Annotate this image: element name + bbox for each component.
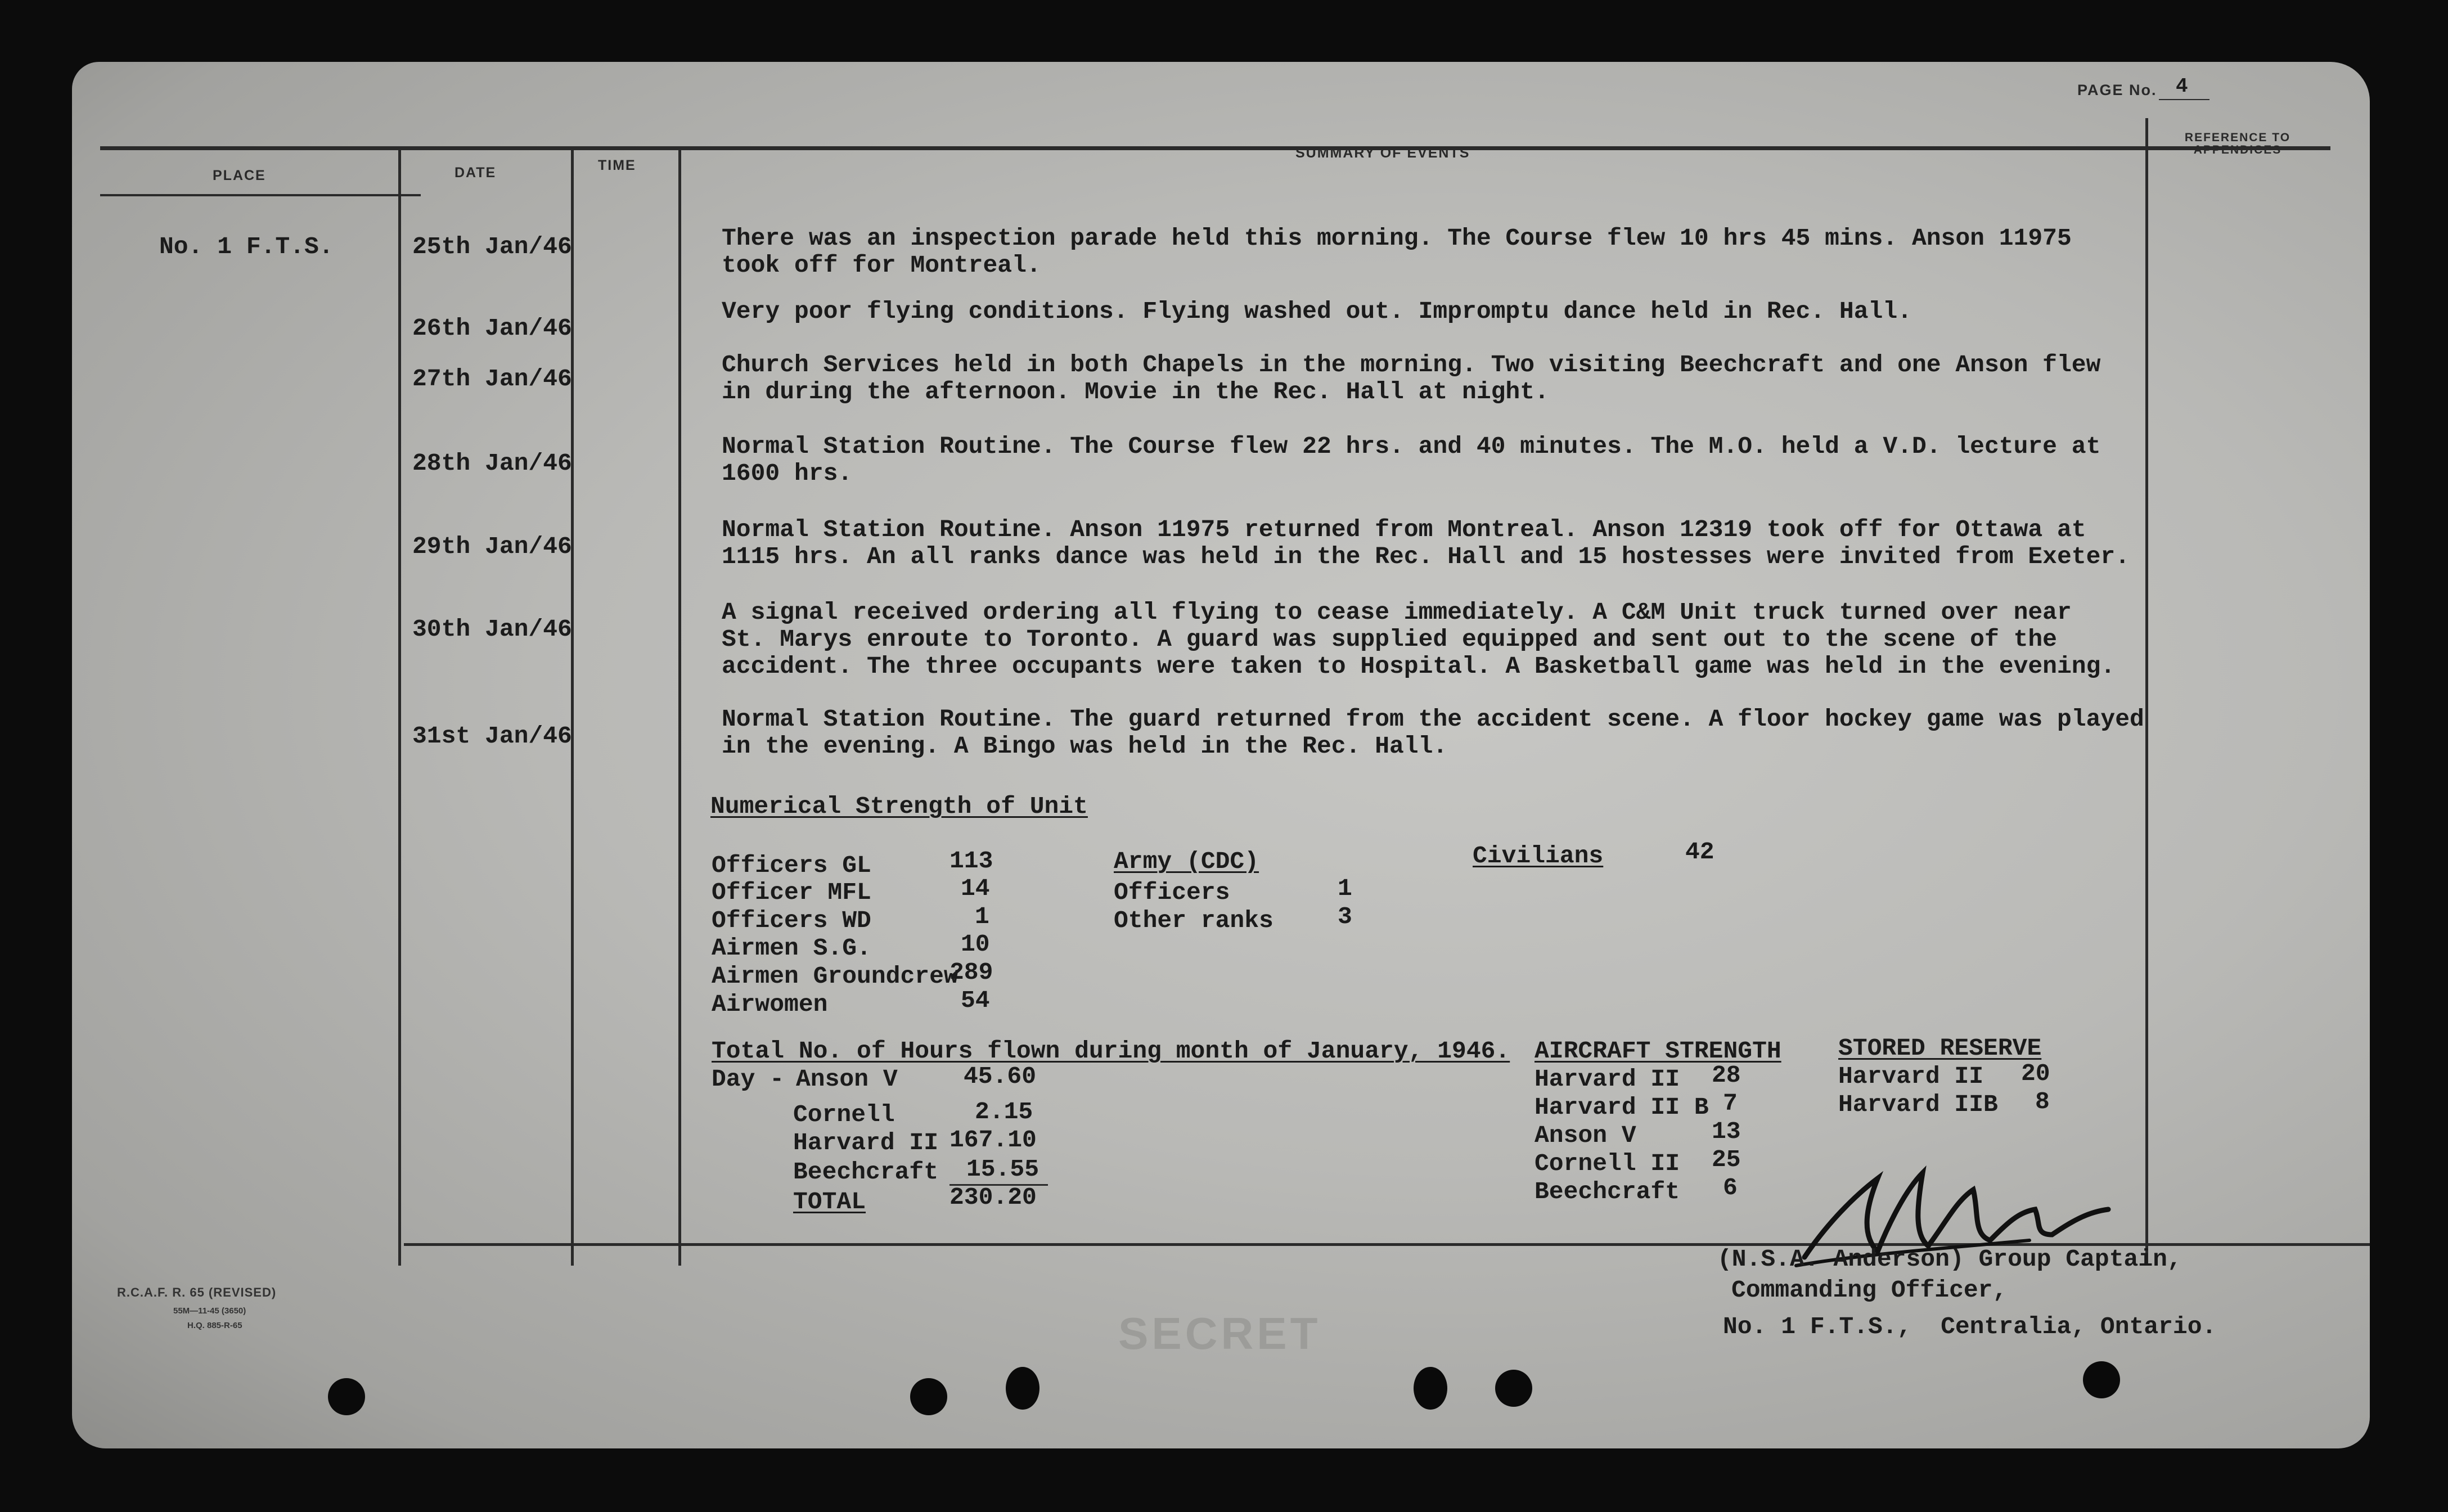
army-label: Other ranks	[1114, 907, 1274, 934]
secret-stamp: SECRET	[1118, 1308, 1321, 1358]
divider-time-summary	[678, 146, 681, 1266]
binder-hole	[910, 1378, 947, 1415]
entry-summary: Normal Station Routine. The Course flew 22 hrs. and 40 minutes. The M.O. held a V.D. lecture at 1600 hrs.	[722, 433, 2101, 487]
page-number-line	[2159, 99, 2210, 100]
form-code: 55M—11-45 (3650)	[173, 1306, 246, 1316]
strength-label: Officers GL	[712, 852, 871, 879]
hours-day-label: Day -	[712, 1065, 785, 1093]
entry-date: 31st Jan/46	[412, 722, 572, 750]
army-value: 1	[1338, 875, 1352, 902]
column-header-place: PLACE	[213, 168, 266, 183]
hours-value: 2.15	[975, 1098, 1033, 1126]
aircraft-label: Beechcraft	[1534, 1178, 1680, 1205]
strength-value: 10	[961, 930, 990, 958]
column-header-date: DATE	[454, 165, 497, 181]
entry-summary: Normal Station Routine. Anson 11975 returned from Montreal. Anson 12319 took off for Ottawa at 1115 hrs. An all ranks dance was held in the Rec. Hall and 15 hostesses were invited from Exeter.	[722, 516, 2130, 570]
entry-summary: A signal received ordering all flying to cease immediately. A C&M Unit truck turned over near St. Marys enroute to Toronto. A guard was supplied equipped and sent out to the scene of the accident. The three occupants were taken to Hospital. A Basketball game was held in the evening.	[722, 598, 2116, 680]
hours-label: Anson V	[796, 1065, 898, 1093]
divider-place-date	[398, 146, 401, 1266]
aircraft-label: Cornell II	[1534, 1150, 1680, 1177]
entry-date: 30th Jan/46	[412, 615, 572, 643]
entry-date: 28th Jan/46	[412, 449, 572, 477]
stored-label: Harvard IIB	[1838, 1091, 1998, 1118]
entry-date: 29th Jan/46	[412, 533, 572, 560]
binder-hole	[328, 1378, 365, 1415]
stored-value: 20	[2021, 1060, 2050, 1087]
binder-hole	[1006, 1367, 1040, 1410]
civilians-value: 42	[1685, 838, 1714, 866]
hours-total-value: 230.20	[950, 1184, 1037, 1211]
entry-date: 27th Jan/46	[412, 365, 572, 393]
strength-value: 1	[975, 903, 989, 930]
strength-label: Airwomen	[712, 991, 828, 1018]
aircraft-value: 7	[1723, 1090, 1738, 1117]
army-value: 3	[1338, 903, 1352, 930]
aircraft-label: Harvard II B	[1534, 1094, 1709, 1121]
aircraft-value: 25	[1712, 1146, 1741, 1173]
hours-label: Beechcraft	[793, 1158, 939, 1186]
hours-value: 45.60	[964, 1063, 1037, 1090]
entry-summary: Church Services held in both Chapels in the morning. Two visiting Beechcraft and one Anson flew in during the afternoon. Movie in the Rec. Hall at night.	[722, 351, 2101, 406]
aircraft-value: 28	[1712, 1061, 1741, 1089]
army-heading: Army (CDC)	[1114, 848, 1259, 875]
aircraft-label: Harvard II	[1534, 1065, 1680, 1093]
hours-label: Harvard II	[793, 1129, 939, 1156]
strength-value: 14	[961, 875, 990, 902]
entry-summary: Very poor flying conditions. Flying washed out. Impromptu dance held in Rec. Hall.	[722, 298, 1912, 325]
signature-name: (N.S.A. Anderson) Group Captain,	[1717, 1245, 2182, 1273]
strength-value: 289	[950, 958, 993, 986]
strength-label: Officers WD	[712, 907, 871, 934]
header-top-rule	[100, 146, 2330, 150]
strength-value: 54	[961, 987, 990, 1014]
column-header-reference: REFERENCE TO APPENDICES	[2184, 131, 2291, 156]
entry-summary: Normal Station Routine. The guard returned from the accident scene. A floor hockey game was played in the evening. A Bingo was held in the Rec. Hall.	[722, 705, 2144, 760]
binder-hole	[1495, 1370, 1532, 1407]
header-bottom-rule	[100, 194, 421, 196]
strength-value: 113	[950, 847, 993, 875]
aircraft-value: 6	[1723, 1174, 1738, 1202]
form-number: R.C.A.F. R. 65 (REVISED)	[117, 1285, 277, 1299]
entry-date: 26th Jan/46	[412, 314, 572, 342]
aircraft-value: 13	[1712, 1118, 1741, 1145]
signature-unit: No. 1 F.T.S., Centralia, Ontario.	[1723, 1313, 2217, 1340]
entry-summary: There was an inspection parade held this morning. The Course flew 10 hrs 45 mins. Anson 11975 took off for Montreal.	[722, 224, 2072, 279]
hours-value: 167.10	[950, 1126, 1037, 1154]
army-label: Officers	[1114, 879, 1230, 906]
column-header-time: TIME	[598, 158, 636, 173]
column-header-summary: SUMMARY OF EVENTS	[1295, 145, 1470, 161]
aircraft-heading: AIRCRAFT STRENGTH	[1534, 1037, 1781, 1065]
aircraft-label: Anson V	[1534, 1122, 1636, 1149]
strength-heading: Numerical Strength of Unit	[710, 793, 1088, 820]
hours-label: Cornell	[793, 1101, 895, 1128]
binder-hole	[2083, 1361, 2120, 1398]
place-cell: No. 1 F.T.S.	[159, 233, 334, 260]
form-code: H.Q. 885-R-65	[187, 1321, 242, 1330]
stored-label: Harvard II	[1838, 1063, 1984, 1090]
binder-hole	[1414, 1367, 1447, 1410]
strength-label: Officer MFL	[712, 879, 871, 906]
hours-heading: Total No. of Hours flown during month of January, 1946.	[712, 1037, 1510, 1065]
hours-total-label: TOTAL	[793, 1188, 866, 1216]
stored-value: 8	[2035, 1088, 2050, 1115]
page-number-value: 4	[2176, 75, 2188, 98]
signature-title: Commanding Officer,	[1731, 1276, 2008, 1304]
civilians-label: Civilians	[1473, 842, 1604, 870]
page-number-label: PAGE No.	[2077, 82, 2157, 98]
entry-date: 25th Jan/46	[412, 233, 572, 260]
stored-heading: STORED RESERVE	[1838, 1034, 2042, 1062]
strength-label: Airmen Groundcrew	[712, 962, 958, 990]
diary-page	[72, 62, 2370, 1448]
hours-value: 15.55	[966, 1155, 1040, 1183]
divider-summary-reference	[2145, 118, 2148, 1266]
strength-label: Airmen S.G.	[712, 934, 871, 962]
